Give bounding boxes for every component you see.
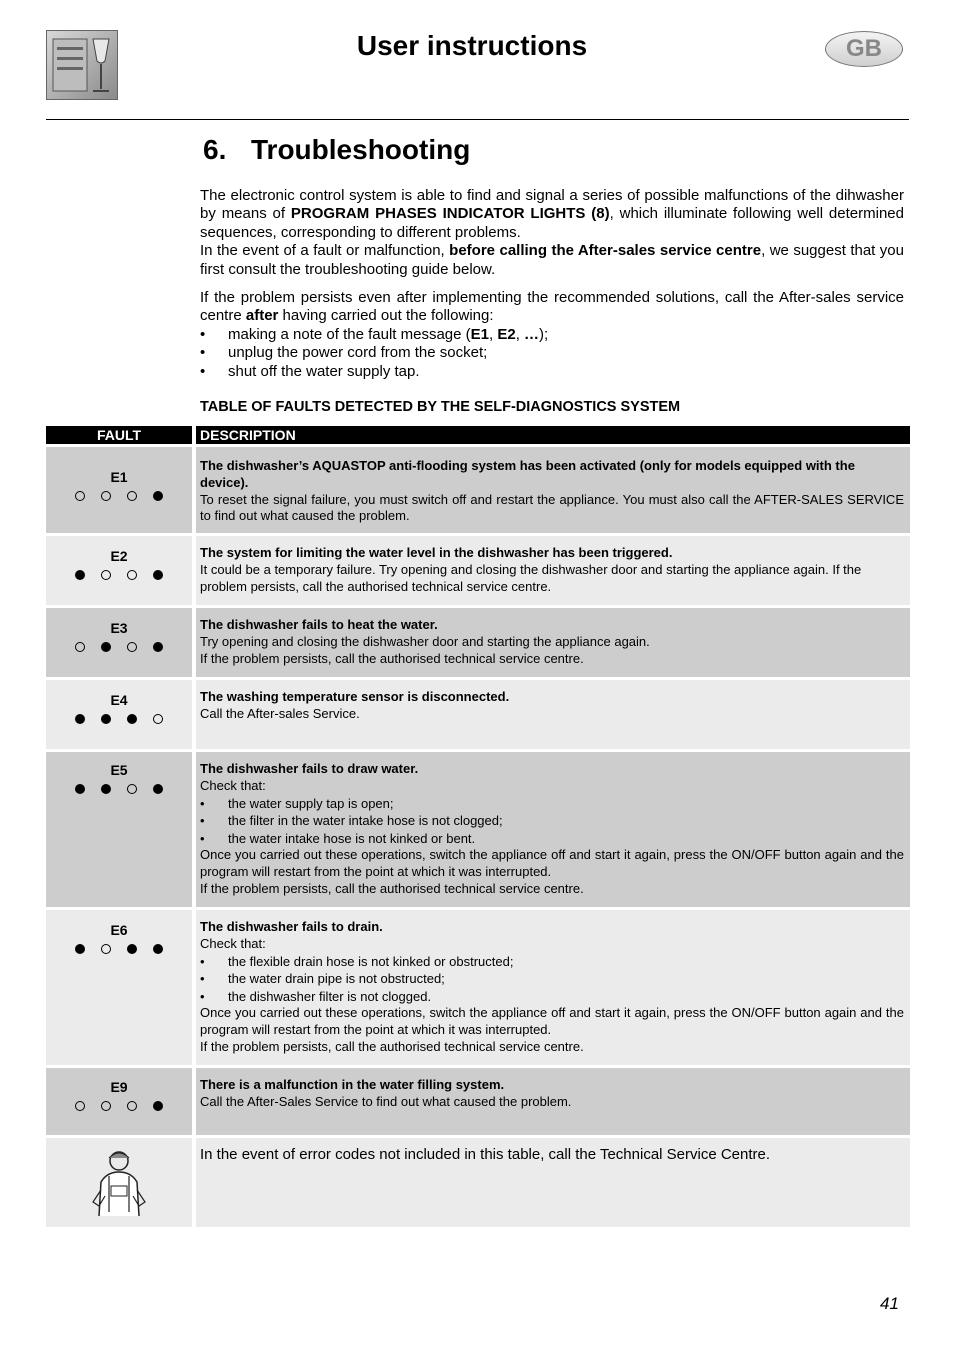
intro-text xyxy=(200,187,904,381)
indicator-light-2-on xyxy=(101,784,111,794)
check-item: • the water drain pipe is not obstructed; xyxy=(200,970,904,988)
indicator-light-4-on xyxy=(153,491,163,501)
intro-bullet-2: • unplug the power cord from the socket; xyxy=(200,344,904,362)
fault-cell xyxy=(46,680,192,749)
intro-paragraph-1 xyxy=(200,187,904,242)
description-cell xyxy=(196,447,910,533)
table-row-e1 xyxy=(46,447,910,533)
other-codes-text: In the event of error codes not included in this table, call the Technical Service Centre. xyxy=(196,1138,910,1227)
indicator-light-2-off xyxy=(101,944,111,954)
column-header-fault: FAULT xyxy=(46,426,192,444)
indicator-light-2-on xyxy=(101,714,111,724)
indicator-light-3-off xyxy=(127,1101,137,1111)
section-title-text: Troubleshooting xyxy=(251,134,471,165)
fault-text-2: If the problem persists, call the authorised technical service centre. xyxy=(200,880,584,896)
fault-text: It could be a temporary failure. Try opening and closing the dishwasher door and starting the appliance again. If the problem persists, call the authorised technical service centre. xyxy=(200,561,862,594)
fault-lead: The dishwasher’s AQUASTOP anti-flooding system has been activated (only for models equipped with the device). xyxy=(200,458,855,490)
indicator-light-4-on xyxy=(153,784,163,794)
intro-p1-text: The electronic control system is able to find and signal a series of possible malfunctions of the dihwasher by means of xyxy=(200,187,904,223)
indicator-light-1-on xyxy=(75,944,85,954)
fault-cell xyxy=(46,752,192,907)
fault-code: E1 xyxy=(110,469,128,485)
check-list xyxy=(200,953,904,1006)
indicator-light-3-off xyxy=(127,570,137,580)
indicator-light-2-off xyxy=(101,570,111,580)
table-row-e3 xyxy=(46,608,910,677)
intro-bullet-1 xyxy=(200,326,904,344)
fault-text: Call the After-Sales Service to find out what caused the problem. xyxy=(200,1093,572,1109)
check-label: Check that: xyxy=(200,935,266,951)
indicator-light-4-on xyxy=(153,1101,163,1111)
indicator-lights xyxy=(46,642,192,652)
fault-cell xyxy=(46,608,192,677)
fault-lead: The dishwasher fails to draw water. xyxy=(200,761,419,776)
fault-cell xyxy=(46,1068,192,1135)
indicator-lights xyxy=(46,784,192,794)
indicator-lights xyxy=(46,714,192,724)
intro-p3-text-end: having carried out the following: xyxy=(278,307,494,325)
fault-code: E3 xyxy=(110,620,128,636)
indicator-light-4-on xyxy=(153,944,163,954)
description-cell xyxy=(196,1068,910,1135)
fault-text-2: If the problem persists, call the authorised technical service centre. xyxy=(200,650,584,666)
b1-sep2: , xyxy=(515,325,525,343)
indicator-light-4-on xyxy=(153,642,163,652)
fault-text: Once you carried out these operations, switch the appliance off and start it again, press the ON/OFF button again and the program will restart from the point at which it was interrupted. xyxy=(200,1005,904,1037)
intro-bullet-3: • shut off the water supply tap. xyxy=(200,363,904,381)
section-title xyxy=(203,134,470,166)
indicator-light-3-on xyxy=(127,944,137,954)
intro-p2-bold: before calling the After-sales service centre xyxy=(449,242,762,260)
column-header-description: DESCRIPTION xyxy=(196,426,910,444)
fault-table xyxy=(46,426,910,1230)
fault-text-1: Try opening and closing the dishwasher door and starting the appliance again. xyxy=(200,633,650,649)
b1-dots: … xyxy=(524,325,540,343)
fault-code: E5 xyxy=(110,762,128,778)
header-divider xyxy=(46,119,909,120)
indicator-light-2-on xyxy=(101,642,111,652)
intro-p3-bold: after xyxy=(245,307,279,325)
fault-text: Call the After-sales Service. xyxy=(200,705,360,721)
intro-p1-bold: PROGRAM PHASES INDICATOR LIGHTS (8) xyxy=(290,205,610,223)
indicator-light-3-off xyxy=(127,784,137,794)
fault-code: E9 xyxy=(110,1079,128,1095)
technician-icon xyxy=(87,1146,151,1218)
b1-end: ); xyxy=(539,325,549,343)
check-label: Check that: xyxy=(200,777,266,793)
table-row-other-codes xyxy=(46,1138,910,1227)
indicator-lights xyxy=(46,1101,192,1111)
indicator-light-1-off xyxy=(75,642,85,652)
section-number: 6. xyxy=(203,134,227,165)
fault-lead: The washing temperature sensor is disconnected. xyxy=(200,689,510,704)
indicator-lights xyxy=(46,570,192,580)
page-number: 41 xyxy=(880,1294,899,1313)
indicator-light-1-on xyxy=(75,714,85,724)
fault-code: E6 xyxy=(110,922,128,938)
check-list xyxy=(200,795,904,848)
intro-p2-text-end: , we suggest that you first consult the troubleshooting guide below. xyxy=(200,242,904,278)
table-row-e4 xyxy=(46,680,910,749)
check-item: • the water intake hose is not kinked or bent. xyxy=(200,830,904,848)
intro-p2-text: In the event of a fault or malfunction, xyxy=(200,242,450,260)
indicator-light-3-on xyxy=(127,714,137,724)
table-row-e6 xyxy=(46,910,910,1065)
description-cell xyxy=(196,536,910,605)
description-cell xyxy=(196,608,910,677)
fault-lead: The dishwasher fails to heat the water. xyxy=(200,617,438,632)
intro-bullet-list xyxy=(200,326,904,381)
b1-e2: E2 xyxy=(497,325,516,343)
table-header xyxy=(46,426,910,444)
b1-e1: E1 xyxy=(470,325,489,343)
fault-cell xyxy=(46,447,192,533)
description-cell xyxy=(196,752,910,907)
indicator-light-3-off xyxy=(127,642,137,652)
indicator-light-2-off xyxy=(101,1101,111,1111)
fault-lead: There is a malfunction in the water filling system. xyxy=(200,1077,505,1092)
intro-p1-text-end: , which illuminate following well determined sequences, corresponding to different problems. xyxy=(200,205,904,241)
indicator-light-1-off xyxy=(75,1101,85,1111)
table-row-e5 xyxy=(46,752,910,907)
intro-paragraph-2 xyxy=(200,242,904,279)
fault-lead: The dishwasher fails to drain. xyxy=(200,919,383,934)
intro-paragraph-3 xyxy=(200,289,904,326)
check-item: • the water supply tap is open; xyxy=(200,795,904,813)
table-row-e9 xyxy=(46,1068,910,1135)
fault-text-2: If the problem persists, call the authorised technical service centre. xyxy=(200,1038,584,1054)
check-item: • the flexible drain hose is not kinked or obstructed; xyxy=(200,953,904,971)
header-title: User instructions xyxy=(356,30,588,61)
fault-code: E4 xyxy=(110,692,128,708)
table-row-e2 xyxy=(46,536,910,605)
indicator-lights xyxy=(46,944,192,954)
fault-text: Once you carried out these operations, switch the appliance off and start it again, press the ON/OFF button again and the program will restart from the point at which it was interrupted. xyxy=(200,847,904,879)
indicator-light-1-off xyxy=(75,491,85,501)
indicator-light-4-off xyxy=(153,714,163,724)
fault-cell xyxy=(46,536,192,605)
technician-cell xyxy=(46,1138,192,1227)
intro-p3-text: If the problem persists even after implementing the recommended solutions, call the After-sales service centre xyxy=(200,289,904,325)
b1-sep: , xyxy=(489,325,498,343)
fault-lead: The system for limiting the water level in the dishwasher has been triggered. xyxy=(200,545,673,560)
check-item: • the filter in the water intake hose is not clogged; xyxy=(200,812,904,830)
table-title: TABLE OF FAULTS DETECTED BY THE SELF-DIAGNOSTICS SYSTEM xyxy=(200,399,681,415)
b1-text: making a note of the fault message ( xyxy=(228,325,471,343)
indicator-light-1-on xyxy=(75,784,85,794)
indicator-light-2-off xyxy=(101,491,111,501)
check-item: • the dishwasher filter is not clogged. xyxy=(200,988,904,1006)
indicator-light-4-on xyxy=(153,570,163,580)
indicator-lights xyxy=(46,491,192,501)
fault-code: E2 xyxy=(110,548,128,564)
fault-text: To reset the signal failure, you must switch off and restart the appliance. You must also call the AFTER-SALES SERVICE to find out what caused the problem. xyxy=(200,491,904,524)
language-badge: GB xyxy=(825,31,903,67)
indicator-light-3-off xyxy=(127,491,137,501)
description-cell xyxy=(196,910,910,1065)
indicator-light-1-on xyxy=(75,570,85,580)
fault-cell xyxy=(46,910,192,1065)
description-cell xyxy=(196,680,910,749)
